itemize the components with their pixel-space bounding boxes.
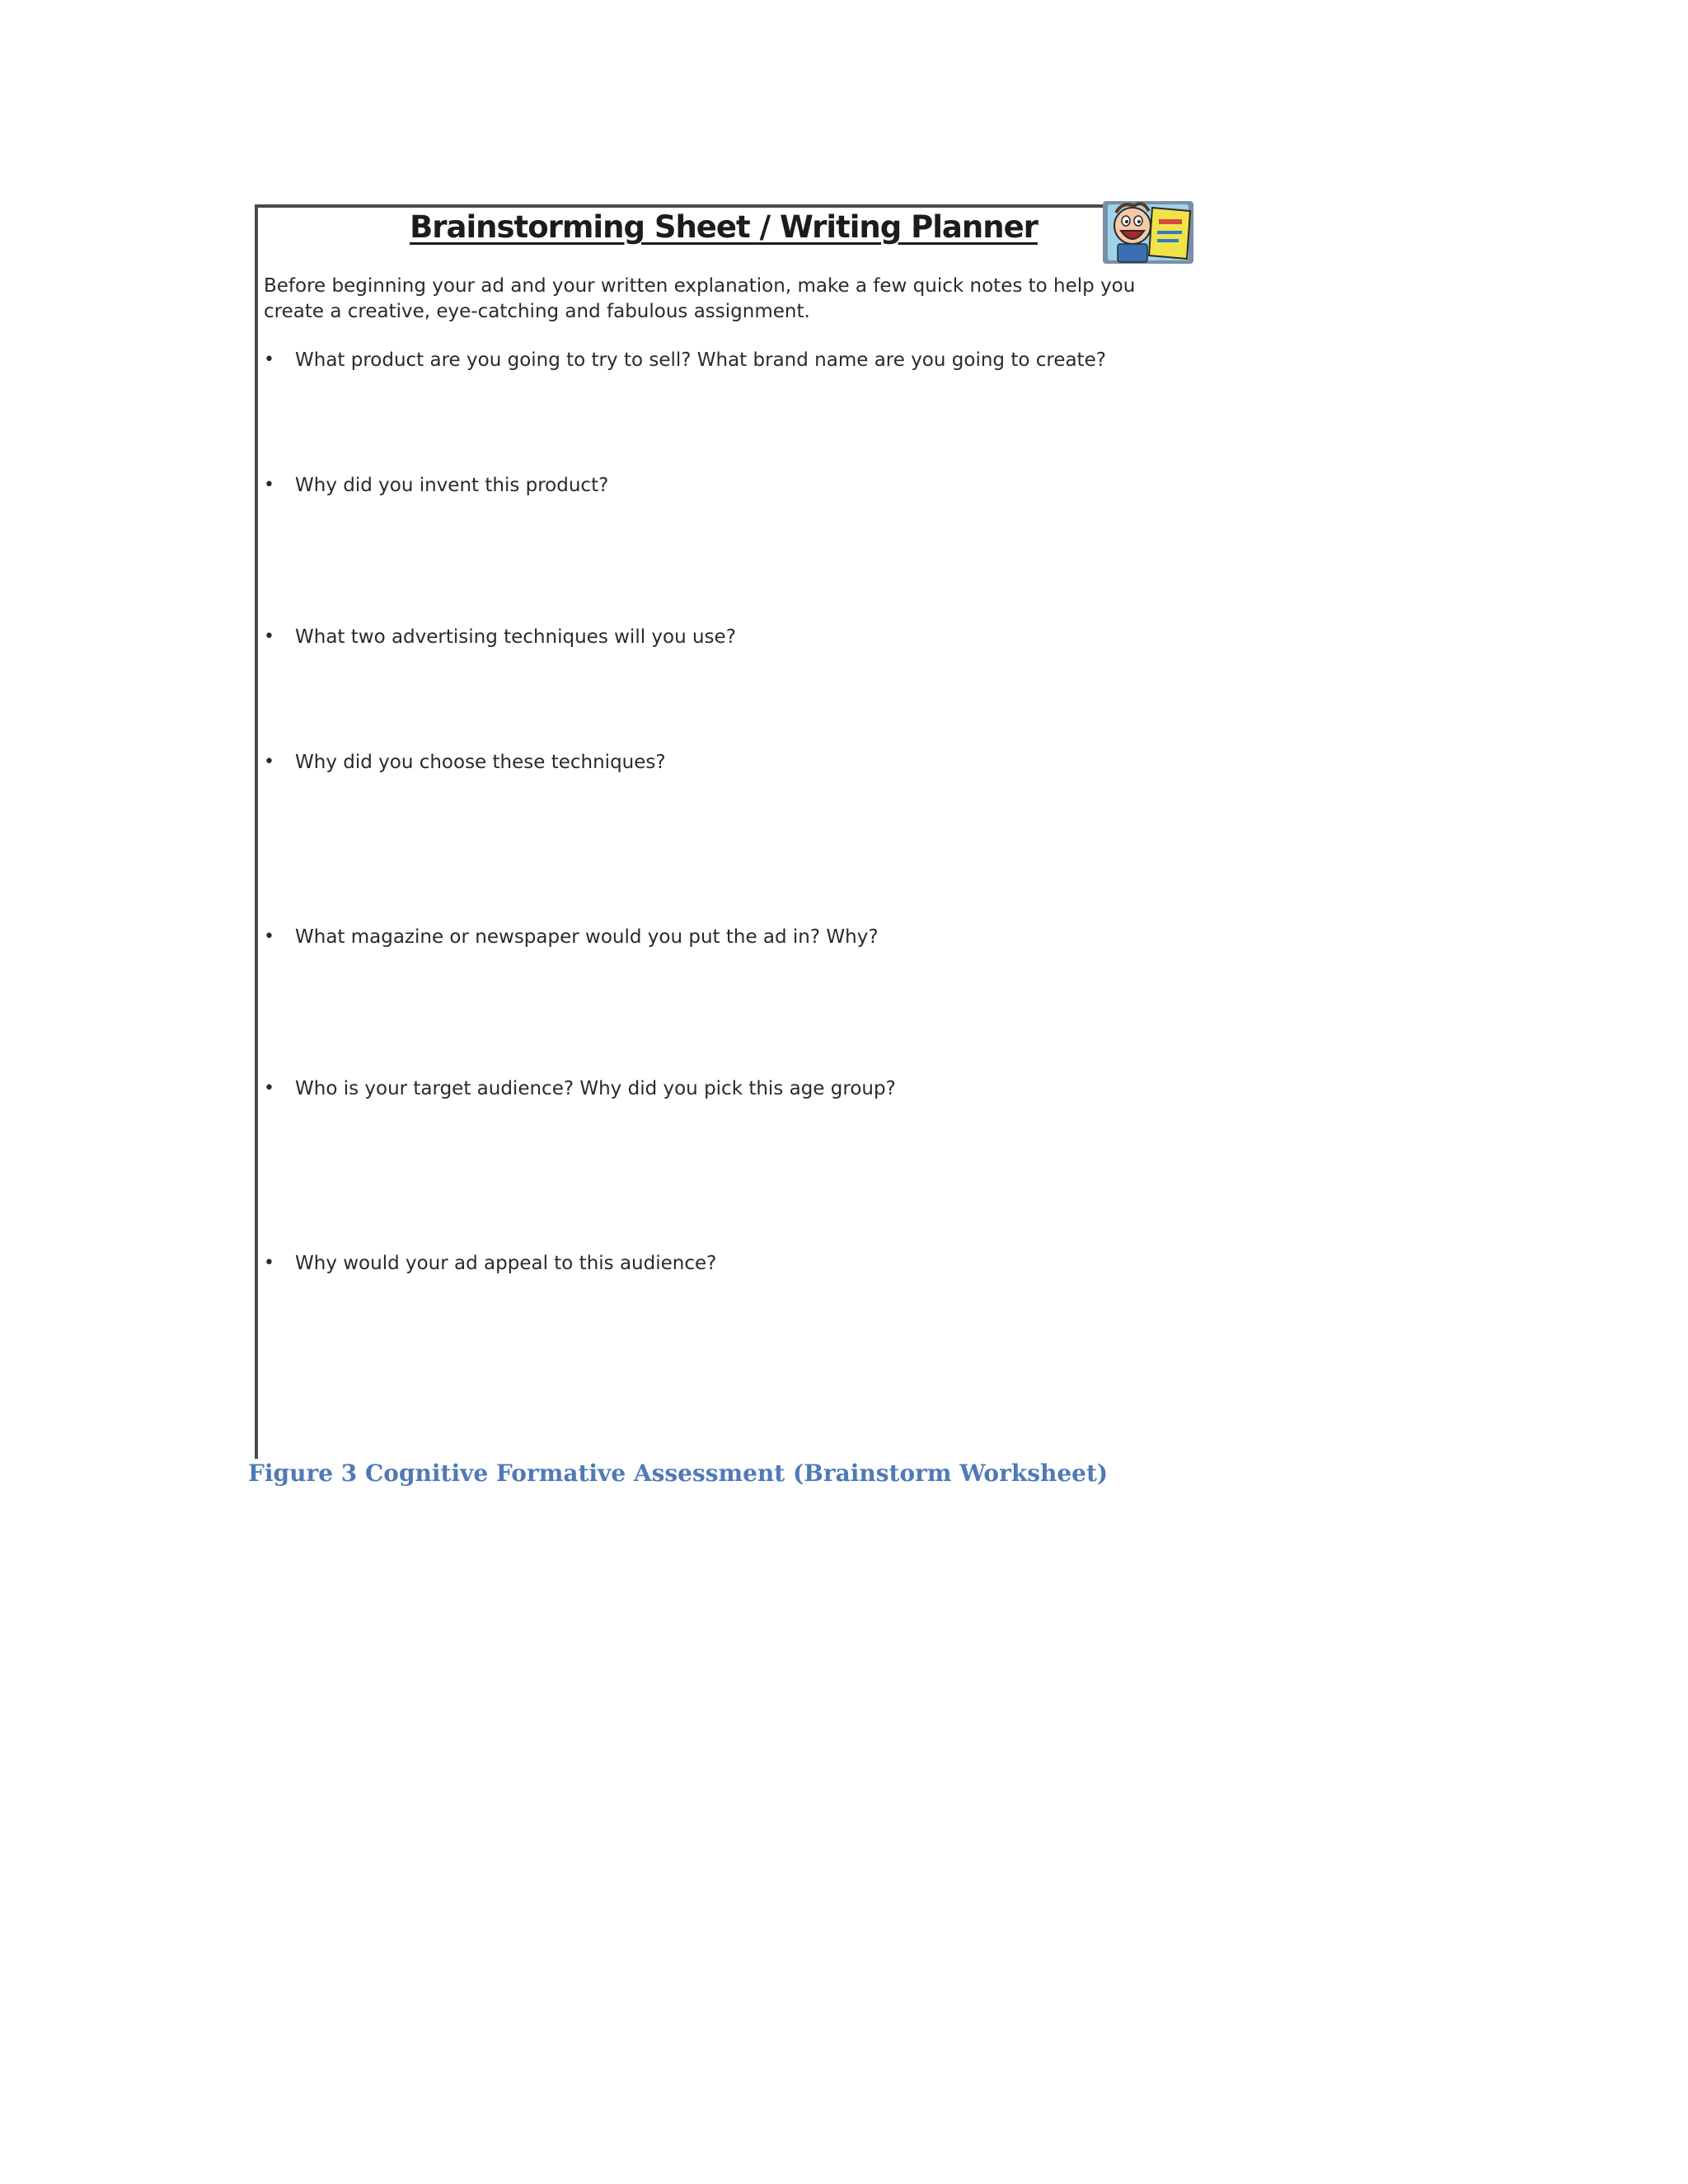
question-text: What product are you going to try to sell? What brand name are you going to create? [295,349,1106,371]
bullet: • [264,1078,274,1099]
question-item [264,1251,1170,1276]
bullet: • [264,475,274,495]
bullet: • [264,626,274,647]
question-item [264,625,1170,649]
question-text: Why did you invent this product? [295,475,609,496]
worksheet-title: Brainstorming Sheet / Writing Planner [410,209,1038,245]
question-item [264,473,1170,498]
bullet: • [264,752,274,772]
question-item [264,925,1170,949]
figure-caption: Figure 3 Cognitive Formative Assessment (Brainstorm Worksheet) [248,1460,1109,1487]
bullet: • [264,1253,274,1273]
question-item [264,348,1170,373]
bullet: • [264,926,274,947]
bullet: • [264,349,274,370]
question-text: Why would your ad appeal to this audience? [295,1253,717,1274]
question-text: What magazine or newspaper would you put the ad in? Why? [295,926,879,948]
question-text: Why did you choose these techniques? [295,752,666,773]
worksheet-intro: Before beginning your ad and your written explanation, make a few quick notes to help you create a creative, eye-catching and fabulous assignment. [264,275,1136,322]
question-text: What two advertising techniques will you use? [295,626,736,648]
worksheet-left-border [255,204,258,1459]
question-item [264,1076,1170,1101]
cartoon-character-icon [1101,198,1195,265]
question-text: Who is your target audience? Why did you pick this age group? [295,1078,896,1099]
worksheet-image [252,198,1195,1459]
worksheet-top-border [255,204,1108,208]
question-item [264,750,1170,775]
